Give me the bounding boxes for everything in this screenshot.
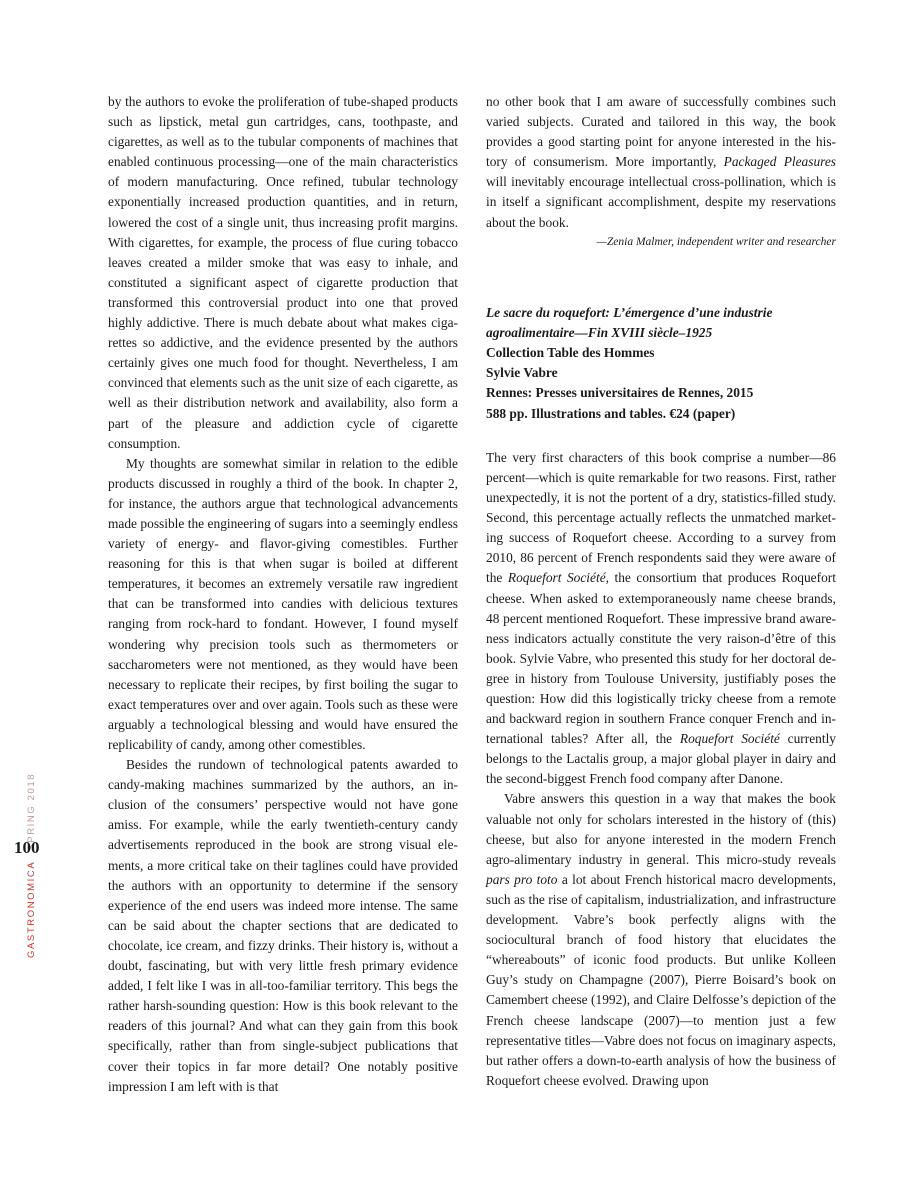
- book-details: 588 pp. Illustrations and tables. €24 (paper): [486, 405, 736, 421]
- body-paragraph: My thoughts are somewhat similar in relation to the edible products discussed in roughly a third of the book. In chapter 2, for instance, the authors argue that technological advancements made possible the engineering of sugars into a seemingly endless variety of energy- and flavor-giving comestibles. Further reasoning for this is that when sugar is boiled at different temperatures, it becomes an extremely versatile raw ingredient that can be transformed into candies with delicious textures ranging from rock-hard to fondant. However, I found myself wondering why precision tools such as thermometers or saccharometers were not mentioned, as they would have been necessary to replicate their recipes, by first boiling the sugar to exact temperatures over and over again. Tools such as these were arguably a technological blessing and would have ensured the replicability of candy, among other comestibles.: [108, 455, 458, 752]
- text-run: , the consortium that produces Roquefort cheese. When asked to extemporaneously name cheese brands, 48 percent mentioned Roquefort. These impressive brand awareness indicators actually constitute the very raison-d’être of this book. Sylvie Vabre, who presented this study for her doctoral degree in history from Toulouse University, justifiably poses the question: How did this logistically tricky cheese from a remote and backward region in southern France conquer French and international tables? After all, the: [486, 570, 836, 747]
- text-run: The very first characters of this book comprise a number—86 percent—which is quite remarkable for two reasons. First, rather unexpectedly, it is not the portent of a dry, statistics-filled study. Second, this percentage actually reflects the unmatched marketing success of Roquefort cheese. According to a survey from 2010, 86 percent of French respondents said they were aware of the: [486, 449, 836, 586]
- book-author: Sylvie Vabre: [486, 365, 558, 381]
- book-title-line-2: agroalimentaire—Fin XVIII siècle–1925: [486, 324, 713, 340]
- page-number: 100: [14, 838, 40, 857]
- journal-name: GASTRONOMICA: [26, 860, 37, 958]
- text-run: a lot about French historical macro developments, such as the rise of capitalism, industrialization, and infrastructure development. Vabre’s book perfectly aligns with the sociocultural branch of food history that elucidates the “whereabouts” of iconic food products. But unlike Kolleen Guy’s study on Champagne (2007), Pierre Boisard’s book on Camembert cheese (1992), and Claire Delfosse’s depiction of the French cheese landscape (2007)—to mention just a few representative titles—Vabre does not focus on imaginary aspects, but rather offers a down-to-earth analysis of how the business of Roquefort cheese evolved. Drawing upon: [486, 871, 836, 1088]
- text-run: no other book that I am aware of successfully combines such varied subjects. Curated and tailored in this way, the book provides a good starting point for anyone interested in the history of consumerism. More importantly,: [486, 94, 836, 170]
- body-paragraph: [486, 789, 836, 1090]
- review-closing-paragraph: [486, 92, 836, 233]
- right-column: [486, 92, 836, 1091]
- book-title-line-1: Le sacre du roquefort: L’émergence d’une industrie: [486, 304, 773, 320]
- italic-term: Roquefort Société: [679, 731, 780, 747]
- book-series: Collection Table des Hommes: [486, 345, 655, 361]
- reviewer-signature: —Zenia Malmer, independent writer and researcher: [596, 235, 836, 248]
- left-column: [108, 92, 458, 1097]
- book-publisher: Rennes: Presses universitaires de Rennes, 2015: [486, 385, 754, 401]
- body-paragraph: [486, 448, 836, 790]
- text-run: will inevitably encourage intellectual cross-pollination, which is in itself a significant accomplishment, despite my reservations about the book.: [486, 174, 836, 230]
- bibliographic-entry: [486, 303, 836, 424]
- italic-term: pars pro toto: [486, 871, 558, 887]
- book-title-italic: Packaged Pleasures: [723, 154, 837, 170]
- text-run: Vabre answers this question in a way that makes the book valuable not only for scholars interested in the history of (this) cheese, but also for anyone interested in the modern French agro-alimentary industry in general. This micro-study reveals: [486, 791, 836, 867]
- body-paragraph: Besides the rundown of technological patents awarded to candy-making machines summarized by the authors, an inclusion of the consumers’ perspective would not have gone amiss. For example, while the early twentieth-century candy advertisements reproduced in the book are strong visual elements, a more critical take on their taglines could have provided the authors with an opportunity to determine if the sensory experience of the end users was indeed more intense. The same can be said about the chapter sections that are dedicated to chocolate, ice cream, and fizzy drinks. Their history is, without a doubt, fascinating, but with very little fresh primary evidence added, I felt like I was in all-too-familiar territory. This begs the rather harsh-sounding question: How is this book relevant to the readers of this journal? And what can they gain from this book specifically, rather than from single-subject publications that cover their topics in far more detail? One notably positive impression I am left with is that: [108, 757, 458, 1094]
- text-run: currently belongs to the Lactalis group, a major global player in dairy and the second-biggest French food company after Danone.: [486, 731, 836, 787]
- issue-season: SPRING 2018: [26, 772, 37, 851]
- italic-term: Roquefort Société: [507, 570, 606, 586]
- body-paragraph: by the authors to evoke the proliferation of tube-shaped products such as lipstick, metal gun cartridges, cans, toothpaste, and cigarettes, as well as to the tubular components of machines that enabled continuous processing—one of the main characteristics of modern manufacturing. Once refined, tubular technology exponentially increased production quantities, and in return, lowered the cost of a single unit, thus increasing profit margins. With cigarettes, for example, the process of flue curing tobacco leaves created a milder smoke that was easy to inhale, and constituted a significant aspect of cigarette production that transformed this controversial product into one that proved highly addictive. There is much debate about what makes cigarettes so addictive, and the evidence presented by the authors certainly gives one much food for thought. Nevertheless, I am convinced that elements such as the unit size of each cigarette, as well as their distribution network and availability, also form a part of the pleasure and addiction cycle of cigarette consumption.: [108, 94, 458, 451]
